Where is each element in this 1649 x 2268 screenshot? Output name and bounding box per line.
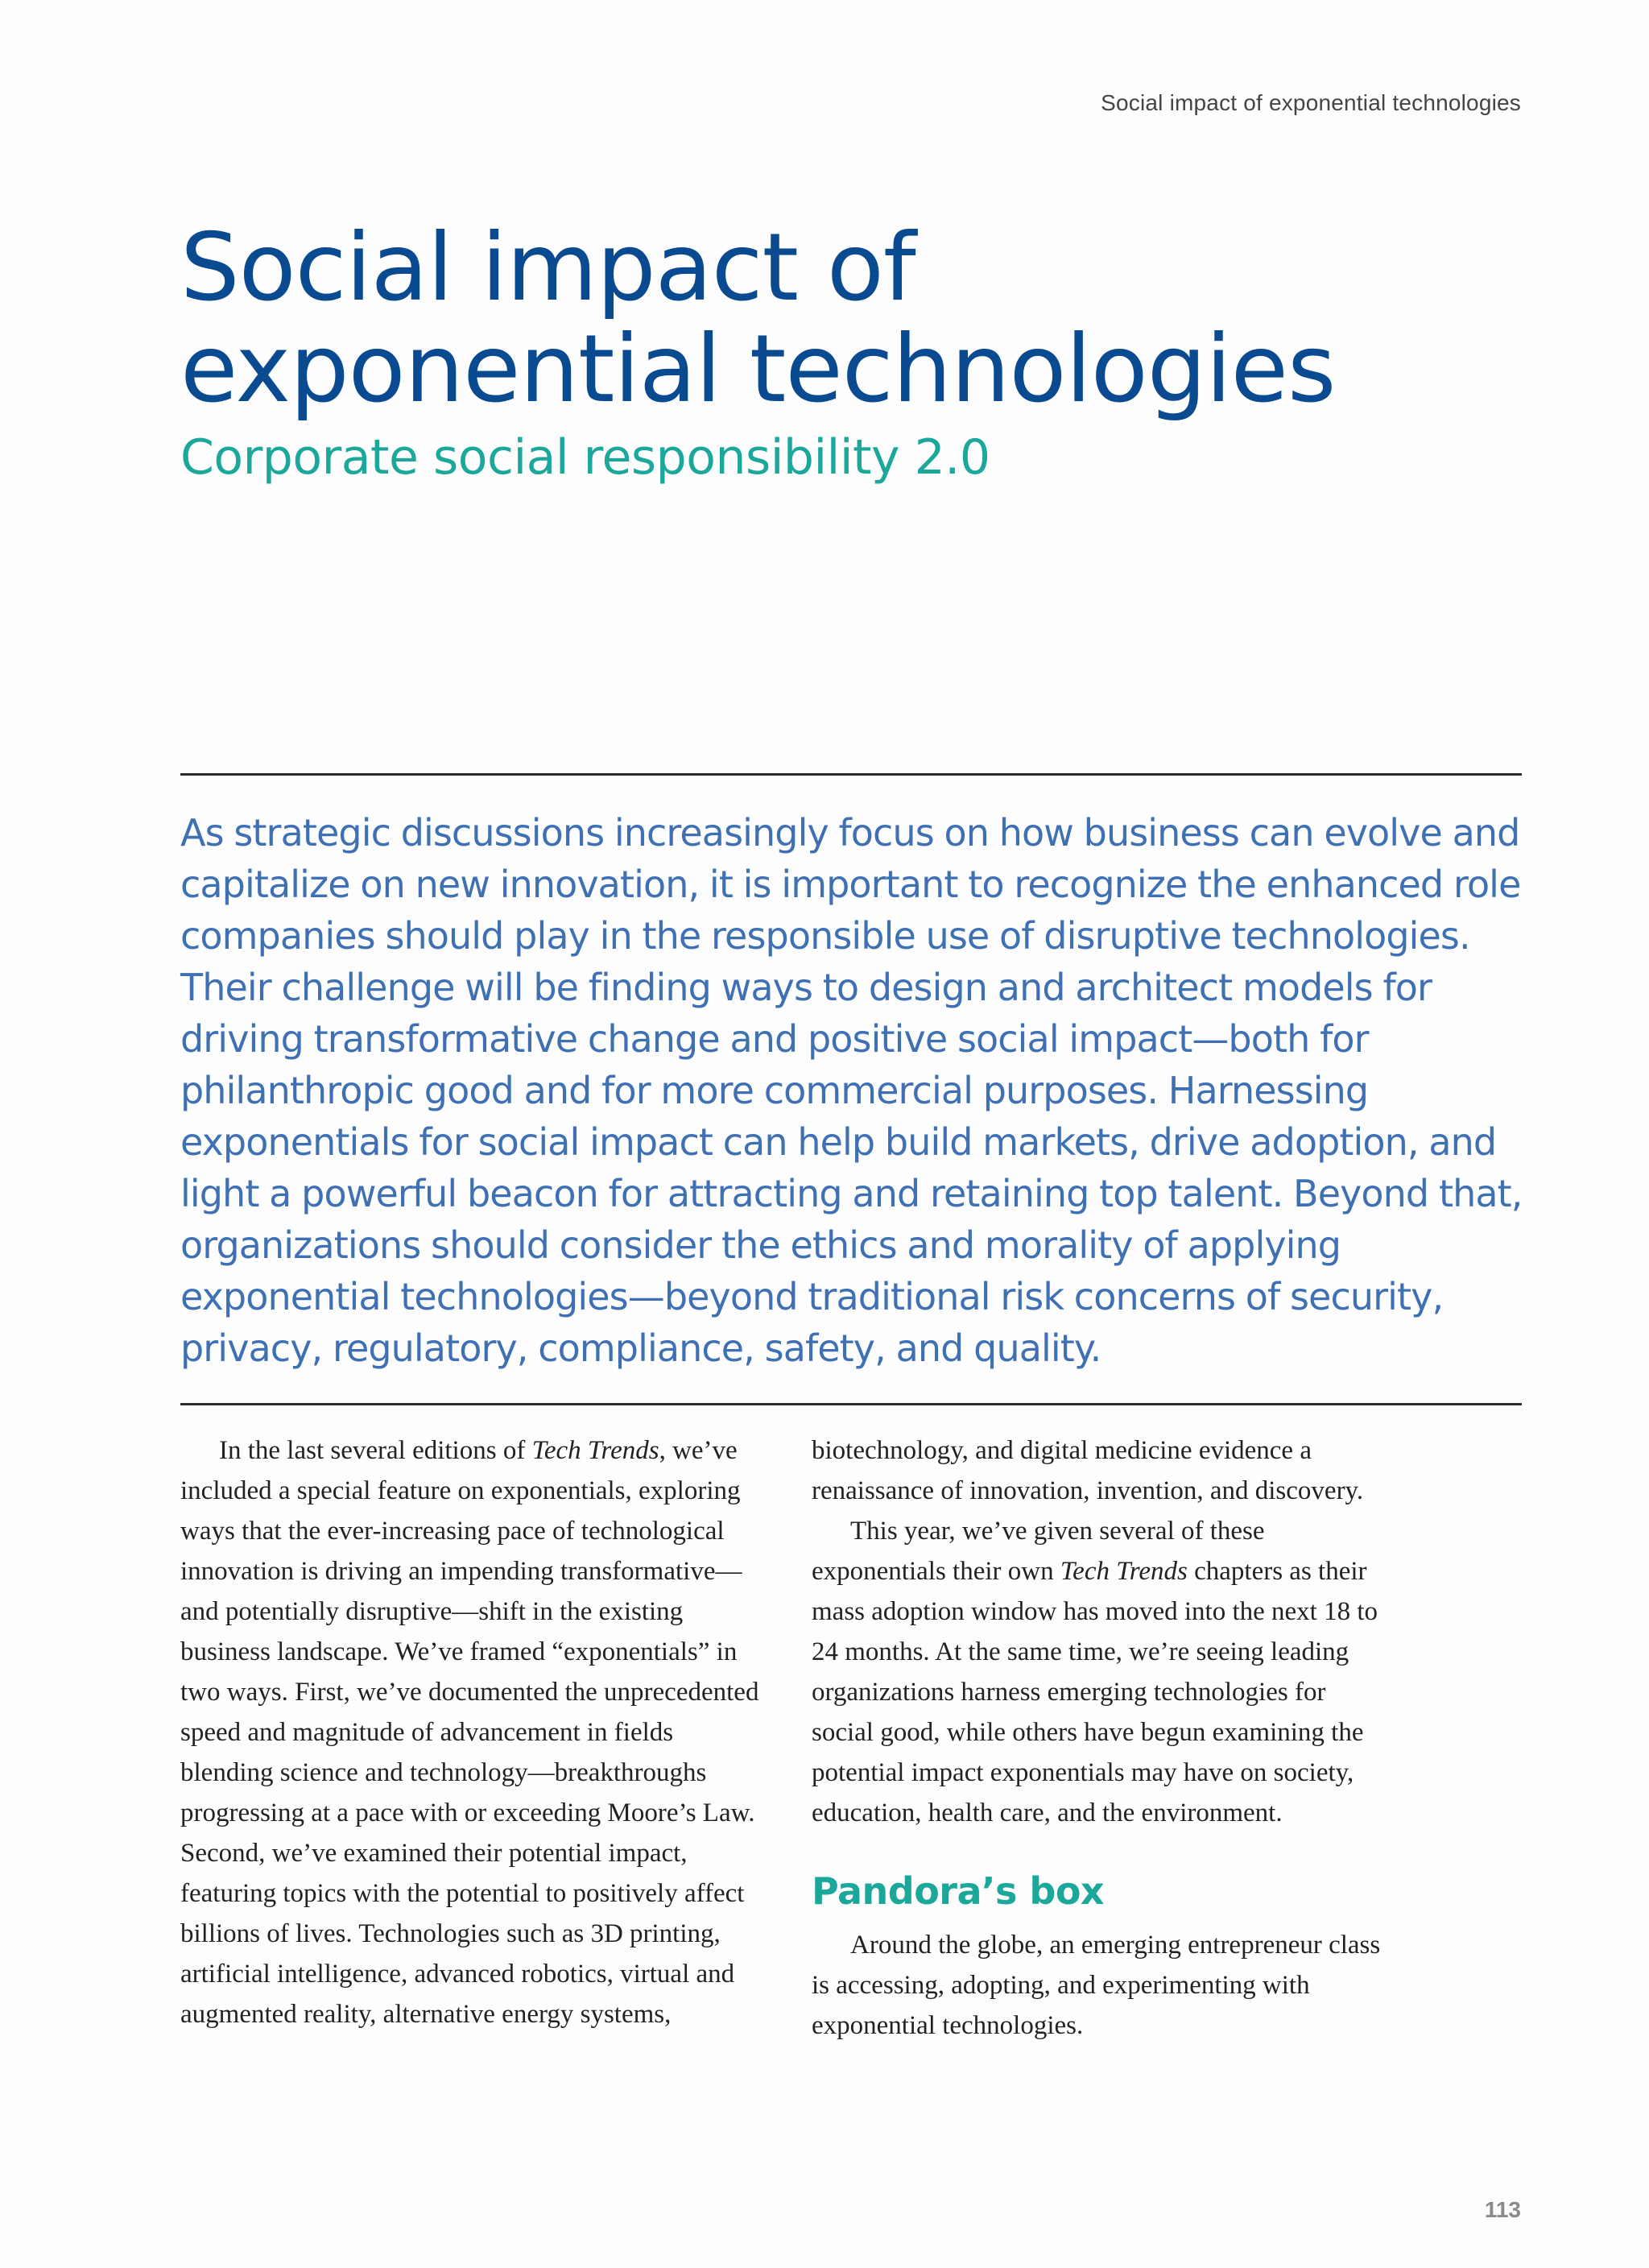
body-paragraph-3: Around the globe, an emerging entrepreneur class is accessing, adopting, and experimenting with exponential technologies. xyxy=(812,1931,1381,2040)
intro-top-divider xyxy=(180,773,1522,776)
publication-title-italic: Tech Trends xyxy=(531,1436,659,1465)
intro-bottom-divider xyxy=(180,1403,1522,1405)
intro-paragraph: As strategic discussions increasingly focus on how business can evolve and capitalize on new innovation, it is important to recognize the enhanced role companies should play in the responsible use of disruptive technologies. Their challenge will be finding ways to design and architect models for driving transformative change and positive social impact—both for philanthropic good and for more commercial purposes. Harnessing exponentials for social impact can help build markets, drive adoption, and light a powerful beacon for attracting and retaining top talent. Beyond that, organizations should consider the ethics and morality of applying exponential technologies—beyond traditional risk concerns of security, privacy, regulatory, compliance, safety, and quality. xyxy=(180,811,1523,1370)
body-paragraph-1 xyxy=(180,1430,760,2034)
page-title-line-2: exponential technologies xyxy=(180,315,1336,424)
body-paragraph-2 xyxy=(812,1511,1391,1833)
body-column-left xyxy=(180,1430,760,2034)
section-heading-pandoras-box: Pandora’s box xyxy=(812,1869,1105,1913)
body-column-right xyxy=(812,1430,1391,2046)
publication-title-italic: Tech Trends xyxy=(1060,1557,1188,1586)
title-block xyxy=(180,213,1517,486)
body-paragraph-2-text-b: chapters as their mass adoption window has moved into the next 18 to 24 months. At the same time, we’re seeing leading organizations harness emerging technologies for social good, while others have begun examining the potential impact exponentials may have on society, education, health care, and the environment. xyxy=(812,1557,1378,1827)
body-paragraph-1-continued: biotechnology, and digital medicine evidence a renaissance of innovation, invention, and discovery. xyxy=(812,1436,1364,1505)
page-title-line-1: Social impact of xyxy=(180,213,915,322)
body-paragraph-2-text-a: This year, we’ve given several of these exponentials their own xyxy=(812,1517,1265,1586)
running-header: Social impact of exponential technologies xyxy=(1101,90,1521,115)
page-number: 113 xyxy=(1484,2197,1521,2222)
page-subtitle: Corporate social responsibility 2.0 xyxy=(180,429,990,486)
body-paragraph-1-text-b: , we’ve included a special feature on exponentials, exploring ways that the ever-increasing pace of technological innovation is driving an impending transformative—and potentially disruptive—shift in the existing business landscape. We’ve framed “exponentials” in two ways. First, we’ve documented the unprecedented speed and magnitude of advancement in fields blending science and technology—breakthroughs progressing at a pace with or exceeding Moore’s Law. Second, we’ve examined their potential impact, featuring topics with the potential to positively affect billions of lives. Technologies such as 3D printing, artificial intelligence, advanced robotics, virtual and augmented reality, alternative energy systems, xyxy=(180,1436,759,2029)
page-title xyxy=(180,213,1517,424)
body-paragraph-1-text-a: In the last several editions of xyxy=(219,1436,532,1465)
